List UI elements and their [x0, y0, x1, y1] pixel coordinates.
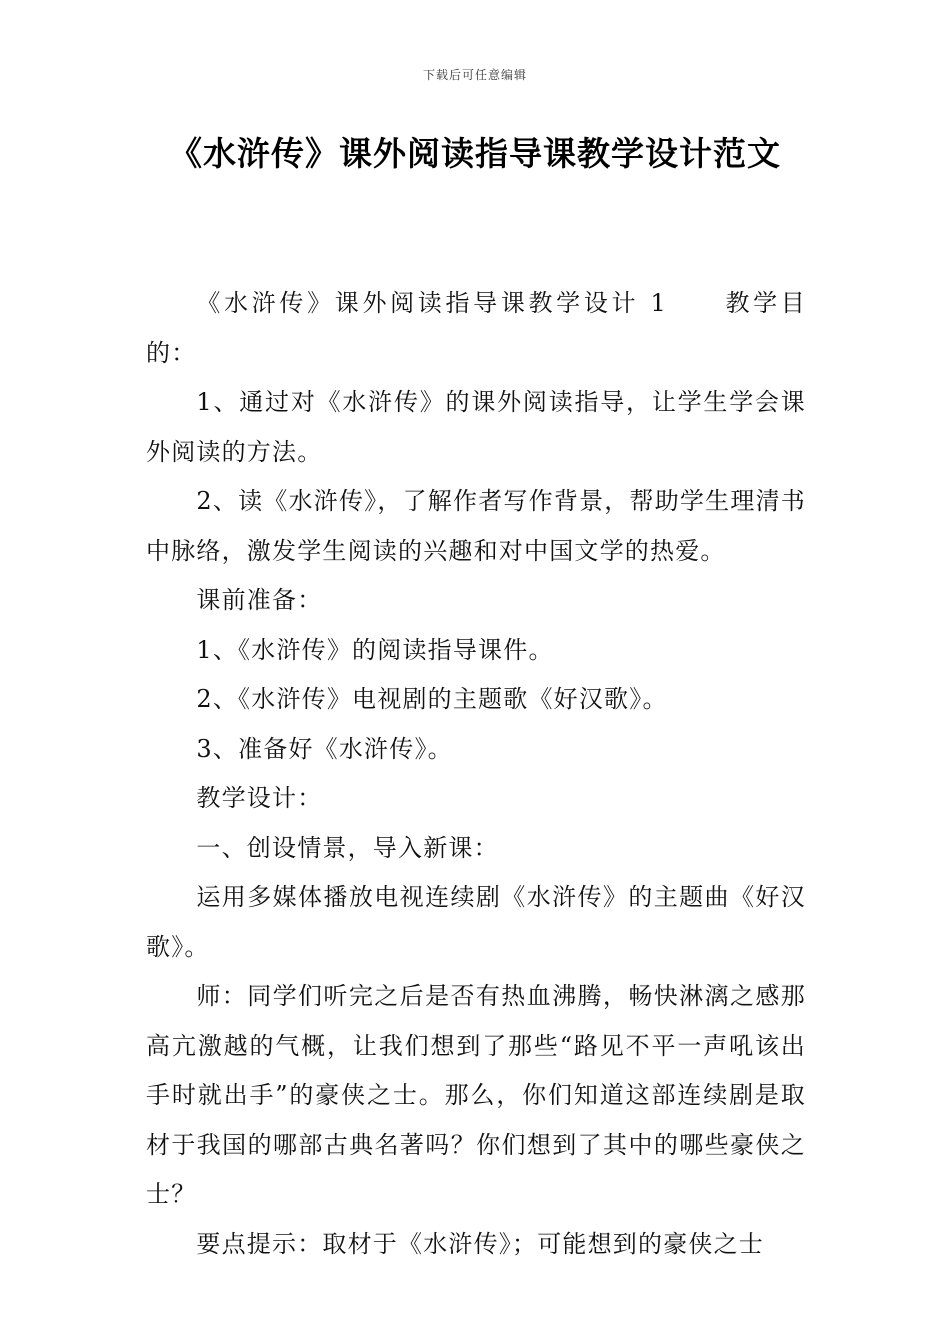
paragraph-preparation-2: 2、《水浒传》电视剧的主题歌《好汉歌》。 [196, 685, 668, 713]
paragraph-key-points: 要点提示：取材于《水浒传》；可能想到的豪侠之士 [196, 1229, 764, 1258]
document-title: 《水浒传》课外阅读指导课教学设计范文 [169, 134, 781, 173]
paragraph-teacher: 师：同学们听完之后是否有热血沸腾，畅快淋漓之感那高亢激越的气概，让我们想到了那些“路见不平一声吼该出手时就出手”的豪侠之士。那么，你们知道这部连续剧是取材于我国的哪部古典名著吗？你们想到了其中的哪些豪侠之士？ [146, 982, 806, 1208]
objective-label: 教学目的： [146, 289, 806, 367]
paragraph-preparation-1: 1、《水浒传》的阅读指导课件。 [196, 635, 554, 664]
paragraph-multimedia: 运用多媒体播放电视连续剧《水浒传》的主题曲《好汉歌》。 [146, 883, 806, 961]
paragraph-preparation-heading: 课前准备： [196, 586, 323, 614]
paragraph-objective-1: 1、通过对《水浒传》的课外阅读指导，让学生学会课外阅读的方法。 [146, 388, 806, 466]
intro-lead: 《水浒传》课外阅读指导课教学设计 1 [196, 289, 667, 317]
intro-paragraph [146, 279, 806, 378]
paragraph-design-heading: 教学设计： [196, 784, 323, 812]
paragraph-section-1-heading: 一、创设情景，导入新课： [196, 833, 499, 862]
paragraph-objective-2: 2、读《水浒传》，了解作者写作背景，帮助学生理清书中脉络，激发学生阅读的兴趣和对中国文学的热爱。 [146, 487, 806, 565]
paragraph-preparation-3: 3、准备好《水浒传》。 [196, 734, 453, 763]
document-body [146, 279, 806, 1269]
header-note: 下载后可任意编辑 [422, 68, 527, 82]
